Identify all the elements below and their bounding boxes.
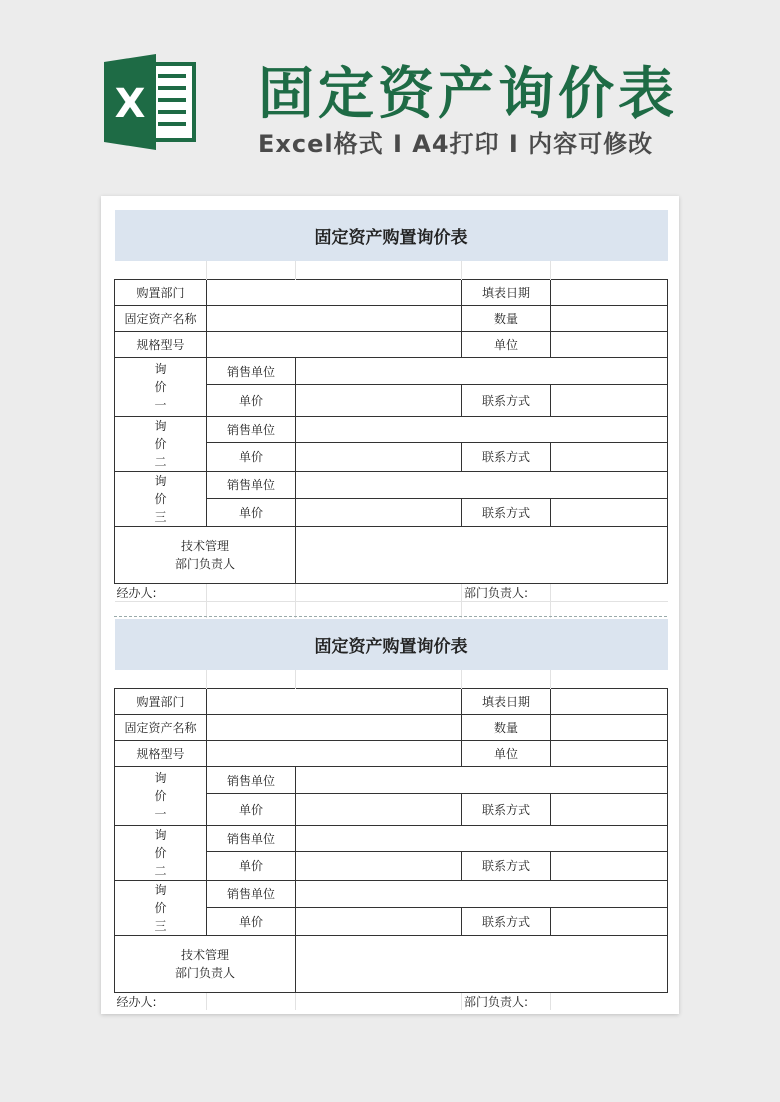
input-vendor[interactable] [296,417,668,443]
label-contact: 联系方式 [462,442,551,471]
inquiry-label-2 [115,826,207,881]
inquiry-char: 价 [154,492,167,506]
input-tech-manager[interactable] [296,527,668,584]
input-quantity[interactable] [551,715,668,741]
label-unit-price: 单价 [207,851,296,880]
label-unit-price: 单价 [207,442,296,471]
inquiry-char: 询 [154,474,167,488]
form-title: 固定资产购置询价表 [115,619,668,670]
input-quantity[interactable] [551,306,668,332]
label-contact: 联系方式 [462,794,551,826]
label-dept: 购置部门 [115,280,207,306]
main-title: 固定资产询价表 [258,62,678,127]
page-header [0,0,780,195]
sheet-paper [101,196,679,1014]
inquiry-table-1 [114,210,668,618]
input-vendor[interactable] [296,767,668,794]
input-vendor[interactable] [296,826,668,852]
label-vendor: 销售单位 [207,826,296,852]
input-dept[interactable] [207,689,462,715]
label-spec: 规格型号 [115,741,207,767]
inquiry-char: 价 [154,380,167,394]
label-date: 填表日期 [462,280,551,306]
input-tech-manager[interactable] [296,936,668,993]
input-contact[interactable] [551,851,668,880]
label-handler: 经办人: [116,995,157,1009]
label-contact: 联系方式 [462,385,551,417]
label-quantity: 数量 [462,715,551,741]
label-vendor: 销售单位 [207,472,296,499]
input-vendor[interactable] [296,881,668,908]
inquiry-char: 二 [154,455,167,469]
label-vendor: 销售单位 [207,881,296,908]
input-vendor[interactable] [296,472,668,499]
label-unit-price: 单价 [207,498,296,526]
input-dept[interactable] [207,280,462,306]
form-title: 固定资产购置询价表 [115,210,668,261]
label-unit-price: 单价 [207,385,296,417]
input-unit-price[interactable] [296,907,462,935]
label-vendor: 销售单位 [207,358,296,385]
inquiry-char: 询 [154,883,167,897]
inquiry-label-1 [115,767,207,826]
label-contact: 联系方式 [462,851,551,880]
label-asset-name: 固定资产名称 [115,306,207,332]
label-date: 填表日期 [462,689,551,715]
inquiry-char: 三 [154,919,167,933]
label-vendor: 销售单位 [207,767,296,794]
inquiry-char: 一 [154,398,167,412]
excel-logo-icon [100,52,200,152]
inquiry-form-2 [114,619,667,1010]
page-break-divider [114,616,667,617]
tech-line-1: 技术管理 [180,539,229,553]
label-handler: 经办人: [116,586,157,600]
input-asset-name[interactable] [207,306,462,332]
input-date[interactable] [551,689,668,715]
inquiry-char: 一 [154,807,167,821]
inquiry-form-1 [114,210,667,618]
label-contact: 联系方式 [462,498,551,526]
label-dept: 购置部门 [115,689,207,715]
label-tech-manager [115,527,296,584]
label-unit: 单位 [462,741,551,767]
inquiry-char: 价 [154,437,167,451]
inquiry-char: 三 [154,510,167,524]
inquiry-char: 价 [154,901,167,915]
logo-letter: X [114,81,146,127]
label-unit: 单位 [462,332,551,358]
input-asset-name[interactable] [207,715,462,741]
inquiry-label-3 [115,881,207,936]
inquiry-char: 价 [154,846,167,860]
inquiry-char: 询 [154,771,167,785]
input-unit[interactable] [551,741,668,767]
inquiry-label-3 [115,472,207,527]
input-unit-price[interactable] [296,442,462,471]
input-contact[interactable] [551,907,668,935]
tech-line-1: 技术管理 [180,948,229,962]
inquiry-char: 询 [154,362,167,376]
inquiry-label-2 [115,417,207,472]
input-contact[interactable] [551,442,668,471]
input-contact[interactable] [551,385,668,417]
inquiry-char: 询 [154,419,167,433]
inquiry-char: 询 [154,828,167,842]
label-tech-manager [115,936,296,993]
label-dept-head: 部门负责人: [462,993,551,1011]
label-spec: 规格型号 [115,332,207,358]
input-unit-price[interactable] [296,794,462,826]
label-dept-head: 部门负责人: [462,584,551,602]
input-unit[interactable] [551,332,668,358]
input-spec[interactable] [207,332,462,358]
subtitle: Excel格式 I A4打印 I 内容可修改 [258,130,654,158]
input-unit-price[interactable] [296,385,462,417]
input-contact[interactable] [551,794,668,826]
tech-line-2: 部门负责人 [174,966,235,980]
inquiry-table-2 [114,619,668,1010]
label-contact: 联系方式 [462,907,551,935]
label-vendor: 销售单位 [207,417,296,443]
inquiry-char: 二 [154,864,167,878]
input-spec[interactable] [207,741,462,767]
input-vendor[interactable] [296,358,668,385]
label-unit-price: 单价 [207,794,296,826]
label-asset-name: 固定资产名称 [115,715,207,741]
input-date[interactable] [551,280,668,306]
input-unit-price[interactable] [296,498,462,526]
inquiry-label-1 [115,358,207,417]
label-quantity: 数量 [462,306,551,332]
input-unit-price[interactable] [296,851,462,880]
inquiry-char: 价 [154,789,167,803]
label-unit-price: 单价 [207,907,296,935]
tech-line-2: 部门负责人 [174,557,235,571]
input-contact[interactable] [551,498,668,526]
